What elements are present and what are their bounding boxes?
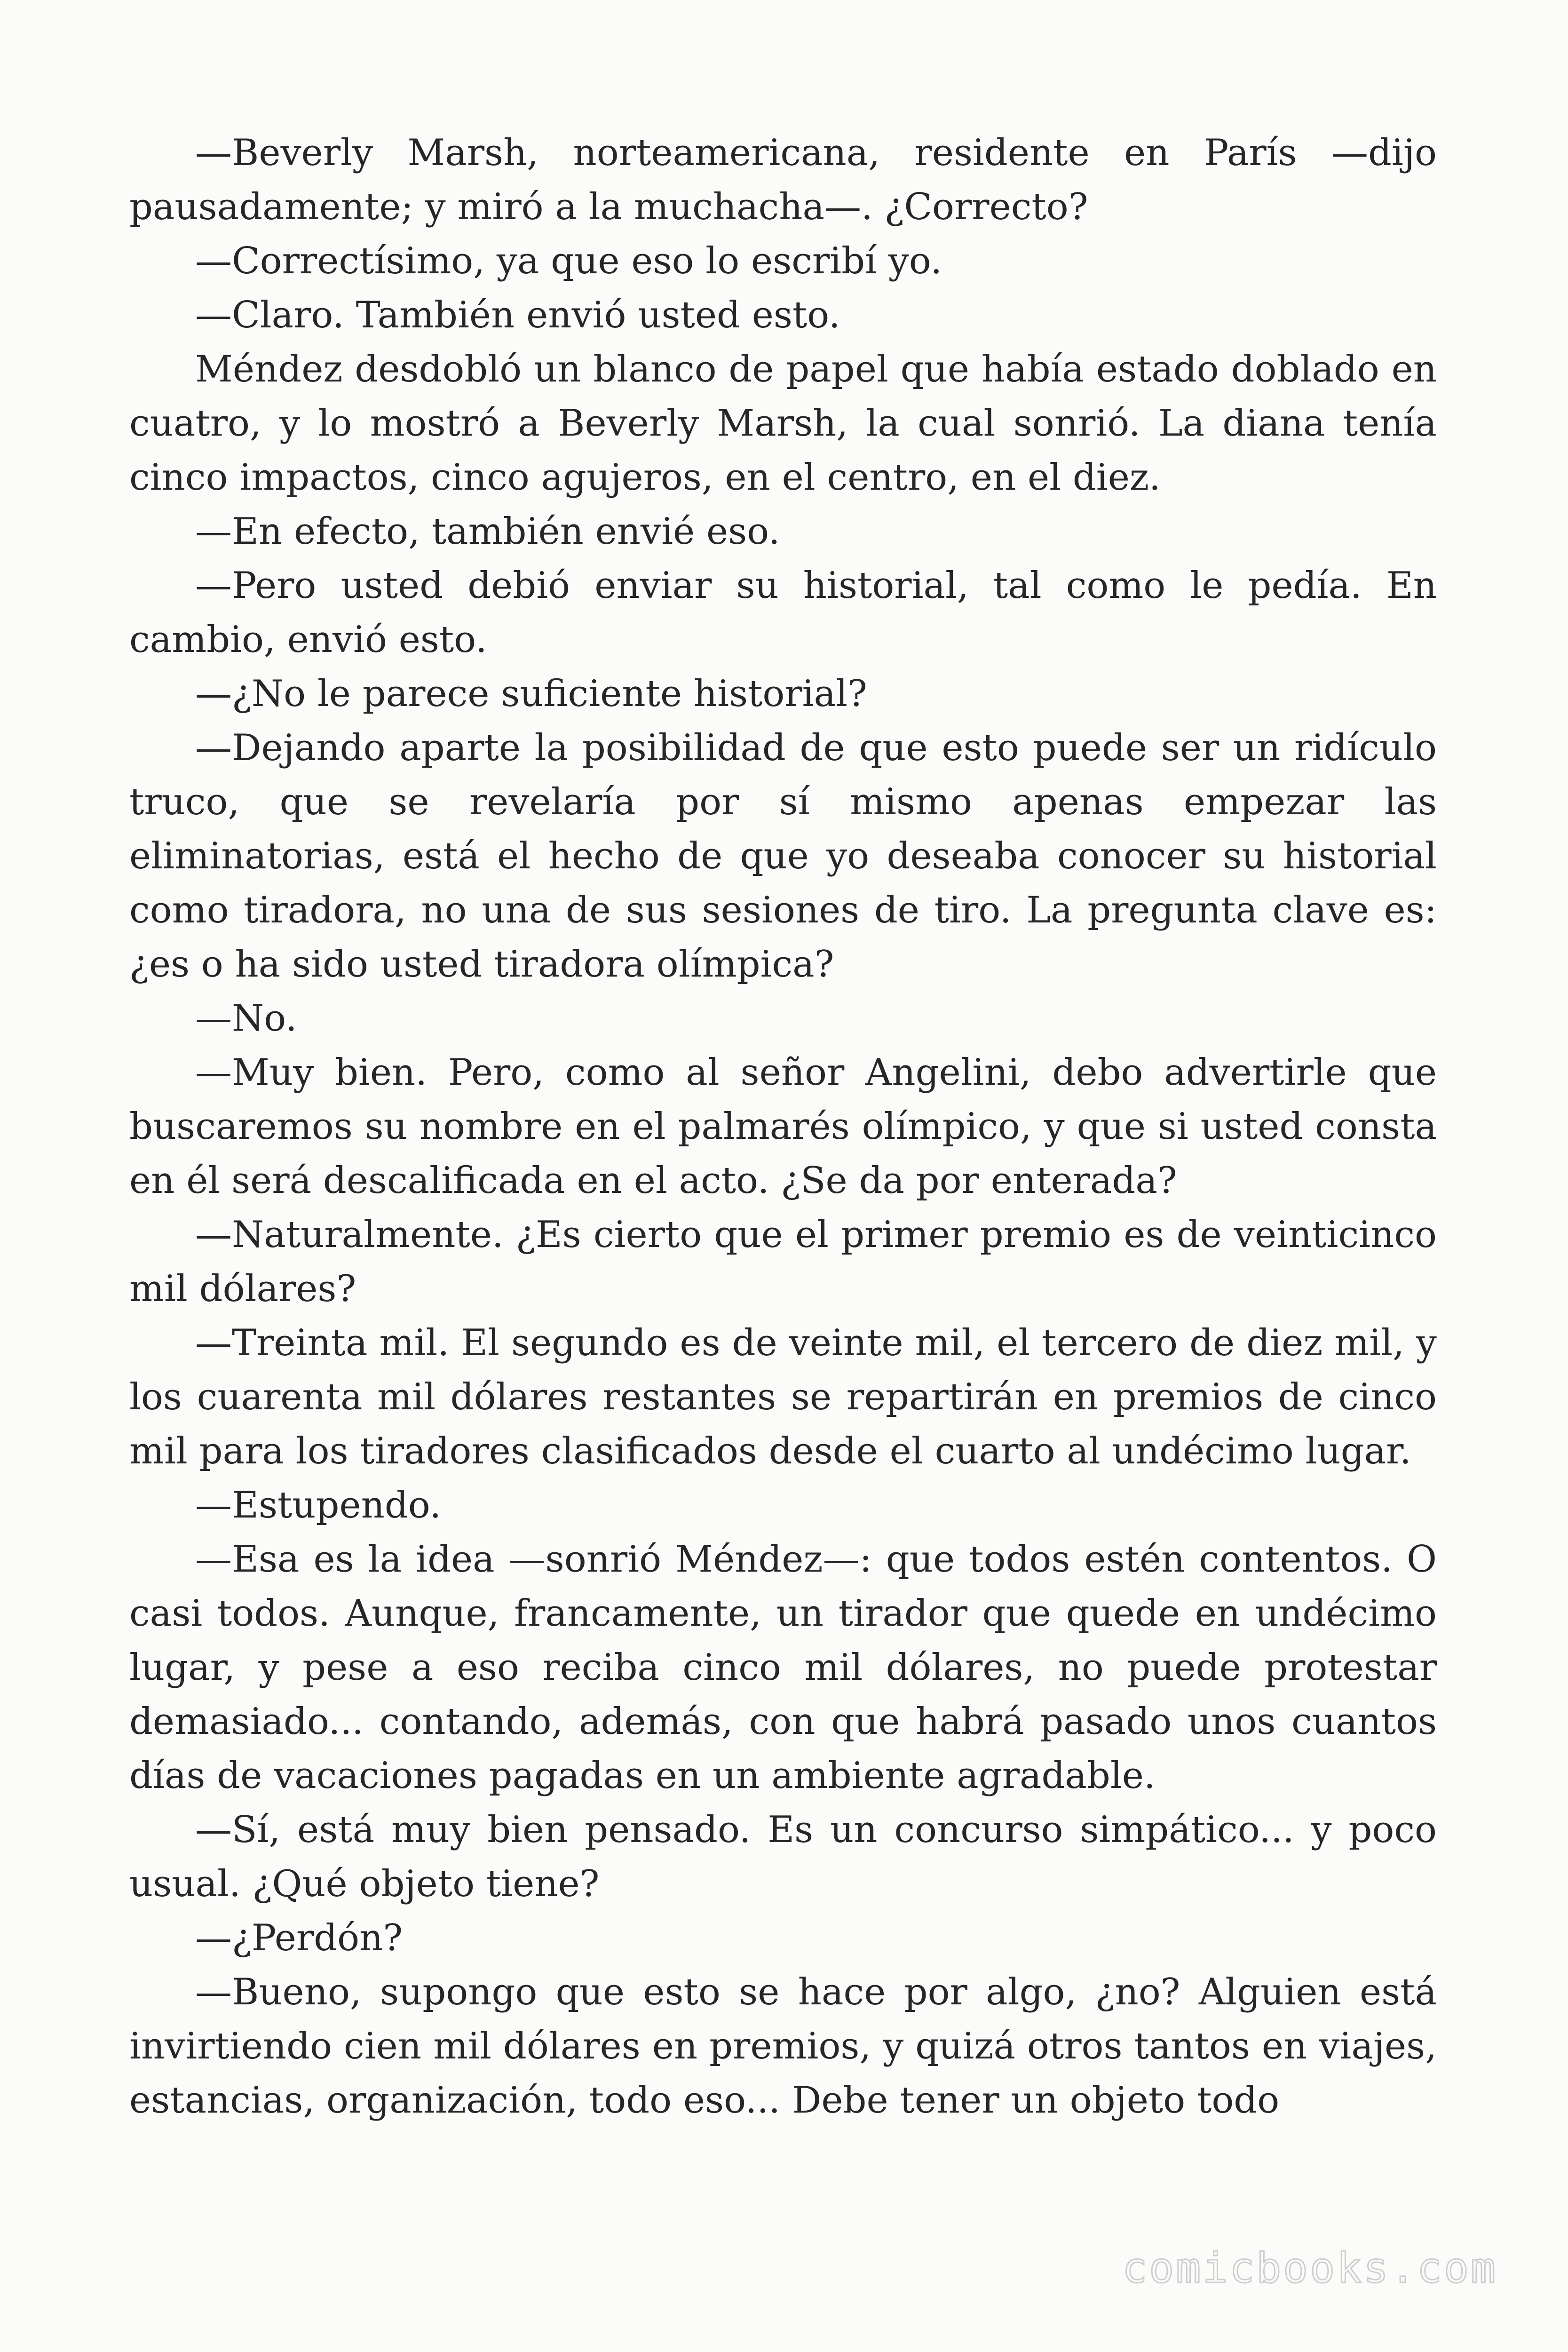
paragraph: —Sí, está muy bien pensado. Es un concurso simpático... y poco usual. ¿Qué objeto tiene? <box>129 1809 1437 1905</box>
paragraph: —¿No le parece suficiente historial? <box>195 673 867 715</box>
paragraph: —No. <box>195 997 297 1040</box>
paragraph: —Naturalmente. ¿Es cierto que el primer premio es de veinticinco mil dólares? <box>129 1214 1437 1310</box>
paragraph: —Correctísimo, ya que eso lo escribí yo. <box>195 240 942 282</box>
paragraph: —Esa es la idea —sonrió Méndez—: que todos estén contentos. O casi todos. Aunque, francamente, un tirador que quede en undécimo lugar, y pese a eso reciba cinco mil dólares, no puede protestar demasiado... contando, además, con que habrá pasado unos cuantos días de vacaciones pagadas en un ambiente agradable. <box>129 1538 1437 1797</box>
paragraph: —¿Perdón? <box>195 1917 403 1959</box>
paragraph: —Pero usted debió enviar su historial, tal como le pedía. En cambio, envió esto. <box>129 564 1437 661</box>
paragraph: —En efecto, también envié eso. <box>195 510 780 553</box>
book-page-text <box>129 126 1437 2128</box>
paragraph: —Treinta mil. El segundo es de veinte mil, el tercero de diez mil, y los cuarenta mil dólares restantes se repartirán en premios de cinco mil para los tiradores clasificados desde el cuarto al undécimo lugar. <box>129 1322 1437 1472</box>
paragraph: —Muy bien. Pero, como al señor Angelini, debo advertirle que buscaremos su nombre en el palmarés olímpico, y que si usted consta en él será descalificada en el acto. ¿Se da por enterada? <box>129 1051 1437 1202</box>
paragraph: —Dejando aparte la posibilidad de que esto puede ser un ridículo truco, que se revelaría por sí mismo apenas empezar las eliminatorias, está el hecho de que yo deseaba conocer su historial como tiradora, no una de sus sesiones de tiro. La pregunta clave es: ¿es o ha sido usted tiradora olímpica? <box>129 727 1437 985</box>
watermark: comicbooks.com <box>1122 2244 1497 2292</box>
paragraph: —Beverly Marsh, norteamericana, residente en París —dijo pausadamente; y miró a la muchacha—. ¿Correcto? <box>129 132 1437 228</box>
paragraph: —Bueno, supongo que esto se hace por algo, ¿no? Alguien está invirtiendo cien mil dólares en premios, y quizá otros tantos en viajes, estancias, organización, todo eso... Debe tener un objeto todo <box>129 1971 1437 2122</box>
paragraph: —Claro. También envió usted esto. <box>195 294 840 336</box>
paragraph: —Estupendo. <box>195 1484 442 1526</box>
paragraph: Méndez desdobló un blanco de papel que había estado doblado en cuatro, y lo mostró a Beverly Marsh, la cual sonrió. La diana tenía cinco impactos, cinco agujeros, en el centro, en el diez. <box>129 348 1437 499</box>
